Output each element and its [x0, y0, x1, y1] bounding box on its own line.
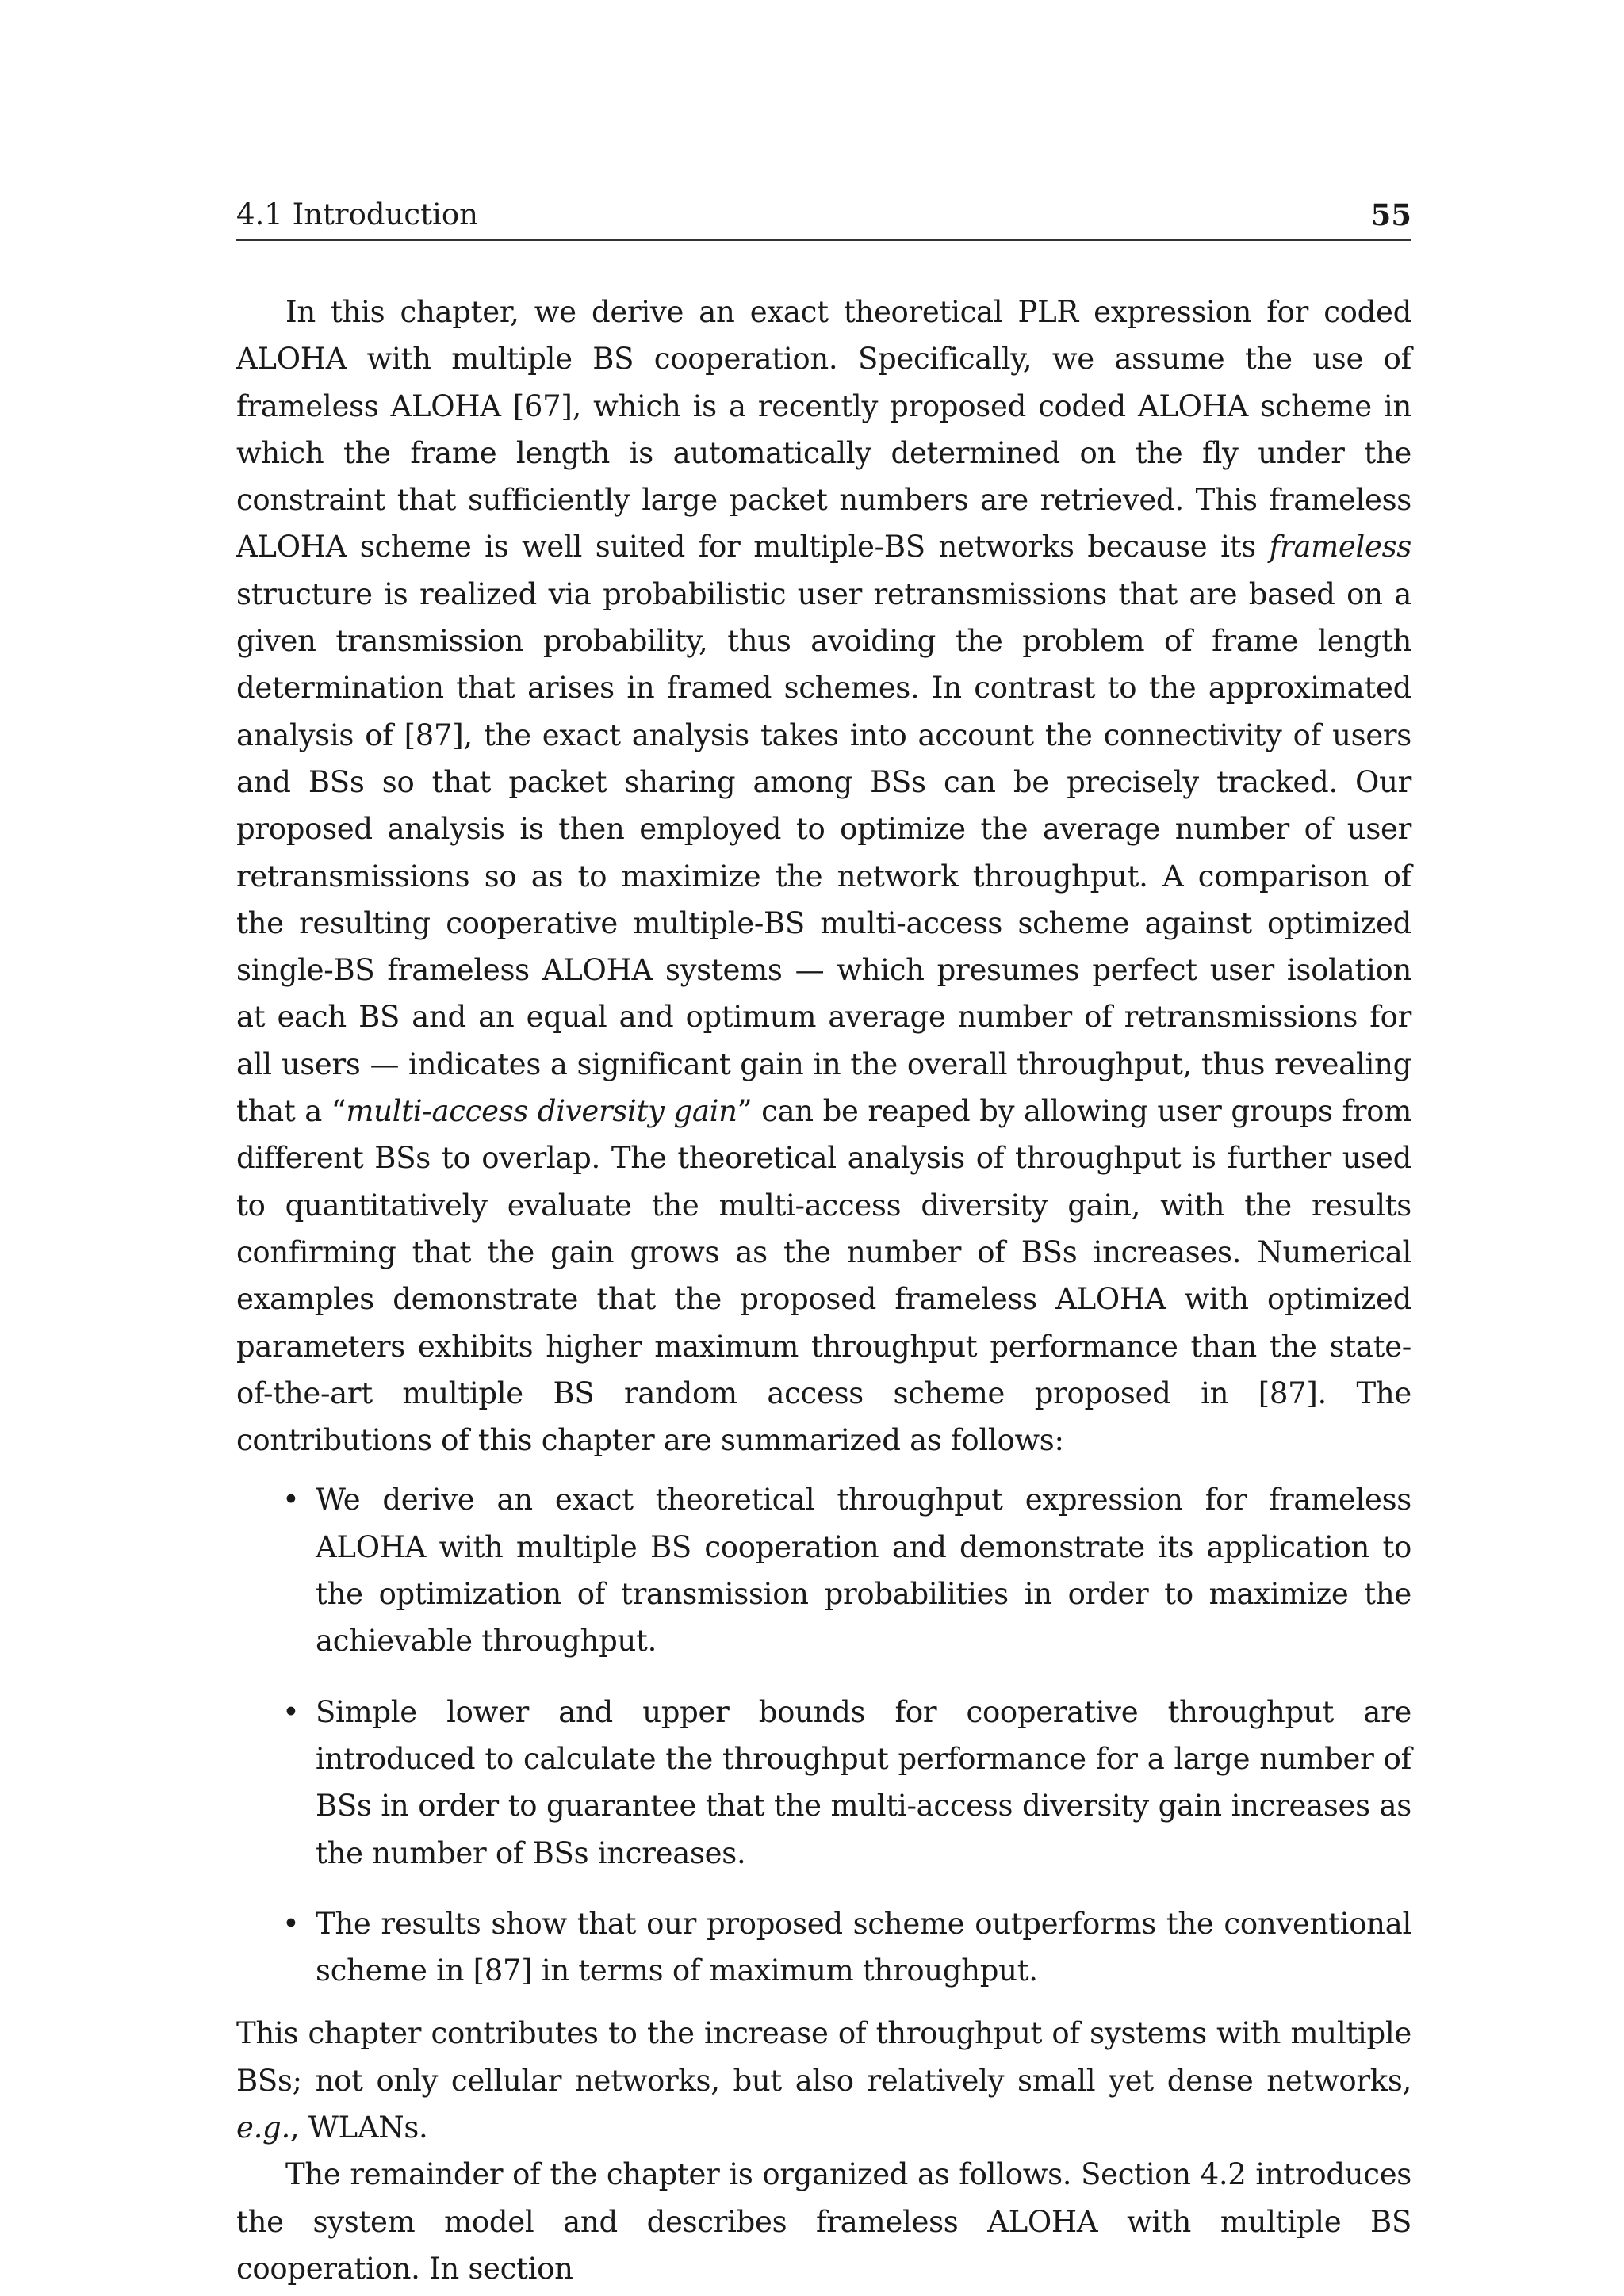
paragraph-intro-part2: structure is realized via probabilistic user retransmissions that are based on a given transmission probability, thus avoiding the problem of frame length determination that arises in framed schemes. In contrast to the approximated analysis of [87], the exact analysis takes into account the connectivity of users and BSs so that packet sharing among BSs can be precisely tracked. Our proposed analysis is then employed to optimize the average number of user retransmissions so as to maximize the network throughput. A comparison of the resulting cooperative multiple-BS multi-access scheme against optimized single-BS frameless ALOHA systems — which presumes perfect user isolation at each BS and an equal and optimum average number of retransmissions for all users — indicates a significant gain in the overall throughput, thus revealing that a “ [236, 576, 1411, 1129]
page-number: 55 [1370, 197, 1411, 232]
running-header [236, 195, 1411, 241]
list-item [236, 1900, 1411, 1995]
paragraph-intro-part3: ” can be reaped by allowing user groups from different BSs to overlap. The theoretical analysis of throughput is further used to quantitatively evaluate the multi-access diversity gain, with the results confirming that the gain grows as the number of BSs increases. Numerical examples demonstrate that the proposed frameless ALOHA with optimized parameters exhibits higher maximum throughput performance than the state-of-the-art multiple BS random access scheme proposed in [87]. The contributions of this chapter are summarized as follows: [236, 1094, 1411, 1458]
emphasis-eg: e.g. [236, 2110, 290, 2145]
list-item-text: The results show that our proposed scheme outperforms the conventional scheme in [87] in terms of maximum throughput. [316, 1906, 1411, 1988]
paragraph-contribution [236, 2010, 1411, 2151]
body-text [236, 289, 1411, 2292]
list-item [236, 1476, 1411, 1664]
emphasis-frameless: frameless [1269, 530, 1411, 564]
paragraph-intro-part1: In this chapter, we derive an exact theoretical PLR expression for coded ALOHA with multiple BS cooperation. Specifically, we assume the use of frameless ALOHA [67], which is a recently proposed coded ALOHA scheme in which the frame length is automatically determined on the fly under the constraint that sufficiently large packet numbers are retrieved. This frameless ALOHA scheme is well suited for multiple-BS networks because its [236, 295, 1411, 564]
bullet-glyph: • [282, 1694, 300, 1729]
paragraph-contribution-part2: , WLANs. [289, 2110, 428, 2145]
page [236, 195, 1411, 2292]
list-item-text: Simple lower and upper bounds for cooperative throughput are introduced to calculate the throughput performance for a large number of BSs in order to guarantee that the multi-access diversity gain increases as the number of BSs increases. [316, 1694, 1411, 1870]
bullet-glyph: • [282, 1483, 300, 1517]
contributions-list [236, 1476, 1411, 1994]
list-item [236, 1689, 1411, 1877]
paragraph-intro [236, 289, 1411, 1464]
list-item-text: We derive an exact theoretical throughput expression for frameless ALOHA with multiple BS cooperation and demonstrate its application to the optimization of transmission probabilities in order to maximize the achievable throughput. [316, 1483, 1411, 1659]
paragraph-contribution-part1: This chapter contributes to the increase of throughput of systems with multiple BSs; not only cellular networks, but also relatively small yet dense networks, [236, 2016, 1411, 2098]
section-title: 4.1 Introduction [236, 197, 478, 232]
paragraph-organization: The remainder of the chapter is organized as follows. Section 4.2 introduces the system model and describes frameless ALOHA with multiple BS cooperation. In section [236, 2157, 1411, 2286]
emphasis-diversity-gain: multi-access diversity gain [346, 1094, 737, 1129]
bullet-glyph: • [282, 1906, 300, 1941]
